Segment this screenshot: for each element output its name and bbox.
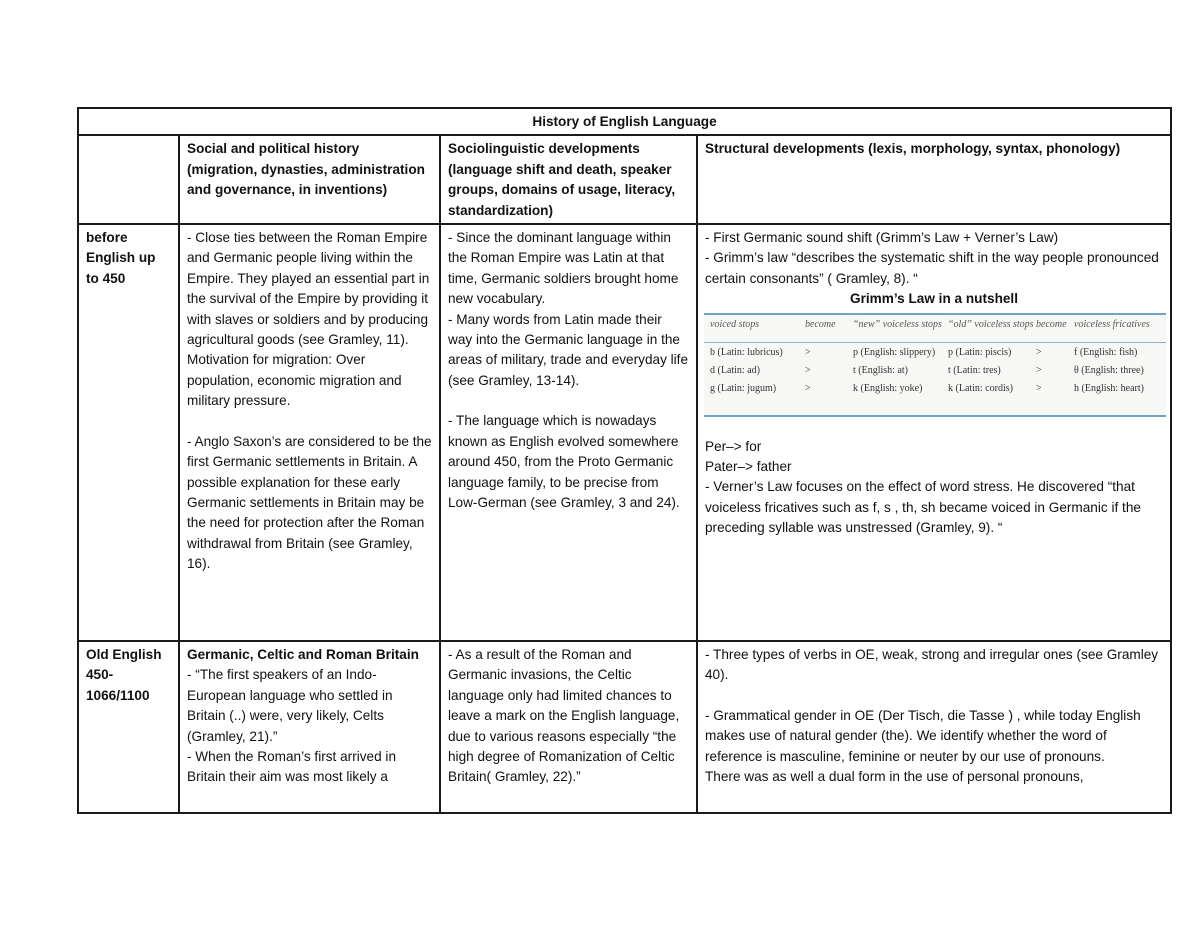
structural-header: Structural developments (lexis, morphology, syntax, phonology) — [697, 135, 1171, 224]
figure-cell: > — [1036, 346, 1042, 358]
figure-cell: θ (English: three) — [1074, 364, 1144, 376]
paragraph: - As a result of the Roman and Germanic invasions, the Celtic language only had limited chances to leave a mark on the English language, due to various reasons especially “the high degree of Romanization of Celtic Britain( Gramley, 22).” — [448, 647, 680, 785]
header-row — [78, 135, 1171, 224]
title-row — [78, 108, 1171, 135]
figure-cell: d (Latin: ad) — [710, 364, 760, 376]
figure-cell: f (English: fish) — [1074, 346, 1138, 358]
paragraph: - Close ties between the Roman Empire and Germanic people living within the Empire. They played an essential part in the survival of the Empire by providing it with slaves or soldiers and by producing agricultural goods (see Gramley, 11). Motivation for migration: Over population, economic migration and military pressure. — [187, 230, 430, 409]
figure-header-cell: “new” voiceless stops — [853, 318, 942, 330]
era-label: Old English 450-1066/1100 — [78, 641, 179, 813]
figure-cell: t (Latin: tres) — [948, 364, 1001, 376]
social-header: Social and political history (migration, dynasties, administration and governance, in inventions) — [179, 135, 440, 224]
era-header-cell — [78, 135, 179, 224]
paragraph: - Three types of verbs in OE, weak, strong and irregular ones (see Gramley 40). — [705, 647, 1159, 683]
figure-cell: > — [1036, 364, 1042, 376]
figure-header-cell: voiceless fricatives — [1074, 318, 1150, 330]
paragraph: Pater–> father — [705, 459, 792, 475]
figure-header — [704, 315, 1166, 343]
socio-cell — [440, 224, 697, 641]
figure-cell: > — [805, 346, 811, 358]
table-row — [78, 224, 1171, 641]
paragraph: - Verner’s Law focuses on the effect of word stress. He discovered “that voiceless fricatives such as f, s , th, sh became voiced in Germanic if the preceding syllable was unstressed (Gramley, 9). “ — [705, 479, 1141, 536]
socio-cell — [440, 641, 697, 813]
paragraph: - First Germanic sound shift (Grimm’s Law + Verner’s Law) — [705, 230, 1059, 246]
social-cell — [179, 641, 440, 813]
figure-header-cell: voiced stops — [710, 318, 760, 330]
figure-cell: b (Latin: lubricus) — [710, 346, 783, 358]
figure-row — [704, 343, 1166, 361]
figure-cell: p (English: slippery) — [853, 346, 936, 358]
figure-header-cell: “old” voiceless stops — [948, 318, 1034, 330]
figure-cell: h (English: heart) — [1074, 382, 1144, 394]
figure-row — [704, 379, 1166, 397]
figure-cell: > — [805, 364, 811, 376]
figure-row — [704, 361, 1166, 379]
figure-cell: k (Latin: cordis) — [948, 382, 1013, 394]
history-table — [77, 107, 1172, 814]
social-cell — [179, 224, 440, 641]
paragraph: - Since the dominant language within the Roman Empire was Latin at that time, Germanic soldiers brought home new vocabulary. — [448, 230, 679, 307]
figure-cell: k (English: yoke) — [853, 382, 923, 394]
paragraph: - Many words from Latin made their way into the Germanic language in the areas of military, trade and everyday life (see Gramley, 13-14). — [448, 311, 689, 388]
paragraph: - When the Roman’s first arrived in Britain their aim was most likely a — [187, 749, 397, 785]
figure-cell: > — [1036, 382, 1042, 394]
figure-cell: t (English: at) — [853, 364, 908, 376]
figure-cell: p (Latin: piscis) — [948, 346, 1012, 358]
figure-header-cell: become — [1036, 318, 1067, 330]
structural-cell — [697, 641, 1171, 813]
figure-header-cell: become — [805, 318, 836, 330]
table-title: History of English Language — [78, 108, 1171, 135]
paragraph: - Anglo Saxon’s are considered to be the first Germanic settlements in Britain. A possible explanation for these early Germanic settlements in Britain may be the need for protection after the Roman withdrawal from Britain (see Gramley, 16). — [187, 433, 432, 572]
paragraph: Per–> for — [705, 438, 762, 454]
paragraph: - “The first speakers of an Indo-European language who settled in Britain (..) were, very likely, Celts (Gramley, 21).” — [187, 667, 393, 744]
era-label: before English up to 450 — [78, 224, 179, 641]
socio-header: Sociolinguistic developments (language shift and death, speaker groups, domains of usage, literacy, standardization) — [440, 135, 697, 224]
paragraph: - Grimm’s law “describes the systematic shift in the way people pronounced certain consonants” ( Gramley, 8). “ — [705, 250, 1159, 286]
section-heading: Germanic, Celtic and Roman Britain — [187, 647, 419, 663]
paragraph: There was as well a dual form in the use of personal pronouns, — [705, 769, 1084, 785]
paragraph: - The language which is nowadays known as English evolved somewhere around 450, from the Proto Germanic language family, to be precise from Low-German (see Gramley, 3 and 24). — [448, 413, 680, 510]
figure-cell: g (Latin: jugum) — [710, 382, 777, 394]
paragraph: - Grammatical gender in OE (Der Tisch, die Tasse ) , while today English makes use of natural gender (the). We identify whether the word of reference is masculine, feminine or neuter by our use of pronouns. — [705, 707, 1141, 764]
table-row — [78, 641, 1171, 813]
structural-cell — [697, 224, 1171, 641]
figure-title: Grimm’s Law in a nutshell — [850, 291, 1018, 307]
figure-cell: > — [805, 382, 811, 394]
grimms-law-figure — [704, 313, 1166, 417]
